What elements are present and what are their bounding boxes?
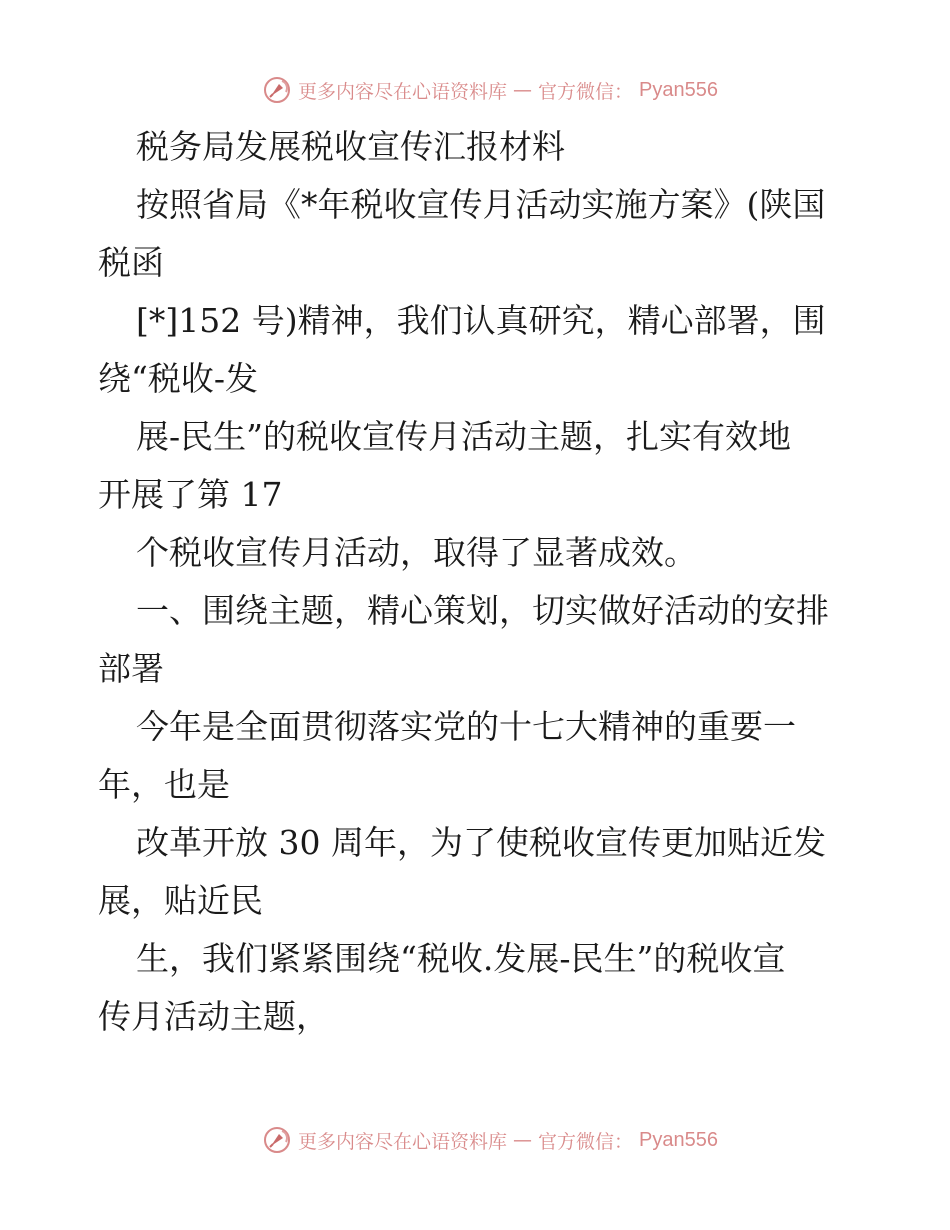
document-line: 绕“税收-发 [98, 359, 259, 398]
header-watermark [0, 72, 950, 108]
document-line: 年，也是 [98, 765, 230, 804]
document-line: 传月活动主题， [98, 997, 329, 1036]
document-line: 一、围绕主题，精心策划，切实做好活动的安排 [136, 591, 829, 630]
document-line: 展，贴近民 [98, 881, 263, 920]
footer-watermark [0, 1122, 950, 1158]
wechat-label: 官方微信： [538, 80, 634, 103]
document-line: 今年是全面贯彻落实党的十七大精神的重要一 [136, 707, 796, 746]
watermark-dash: — [513, 1129, 533, 1151]
watermark-group [262, 75, 718, 105]
document-line: 税务局发展税收宣传汇报材料 [136, 127, 565, 166]
document-line: 开展了第 17 [98, 475, 283, 514]
wechat-label: 官方微信： [538, 1130, 634, 1153]
watermark-dash: — [513, 79, 533, 101]
document-line: 部署 [98, 649, 164, 688]
watermark-text: 更多内容尽在心语资料库 [298, 1130, 508, 1153]
document-line: 展-民生”的税收宣传月活动主题，扎实有效地 [136, 417, 792, 456]
document-line: 个税收宣传月活动，取得了显著成效。 [136, 533, 697, 572]
watermark-text: 更多内容尽在心语资料库 [298, 80, 508, 103]
watermark-group [262, 1125, 718, 1155]
document-body [98, 118, 858, 1046]
document-line: 按照省局《*年税收宣传月活动实施方案》(陕国 [136, 185, 826, 224]
wechat-id: Pyan556 [639, 78, 718, 101]
document-line: 税函 [98, 243, 164, 282]
document-line: 改革开放 30 周年，为了使税收宣传更加贴近发 [136, 823, 826, 862]
pen-nib-logo-icon [262, 75, 292, 105]
wechat-id: Pyan556 [639, 1128, 718, 1151]
document-line: 生，我们紧紧围绕“税收.发展-民生”的税收宣 [136, 939, 786, 978]
pen-nib-logo-icon [262, 1125, 292, 1155]
document-line: [*]152 号)精神，我们认真研究，精心部署，围 [136, 301, 826, 340]
